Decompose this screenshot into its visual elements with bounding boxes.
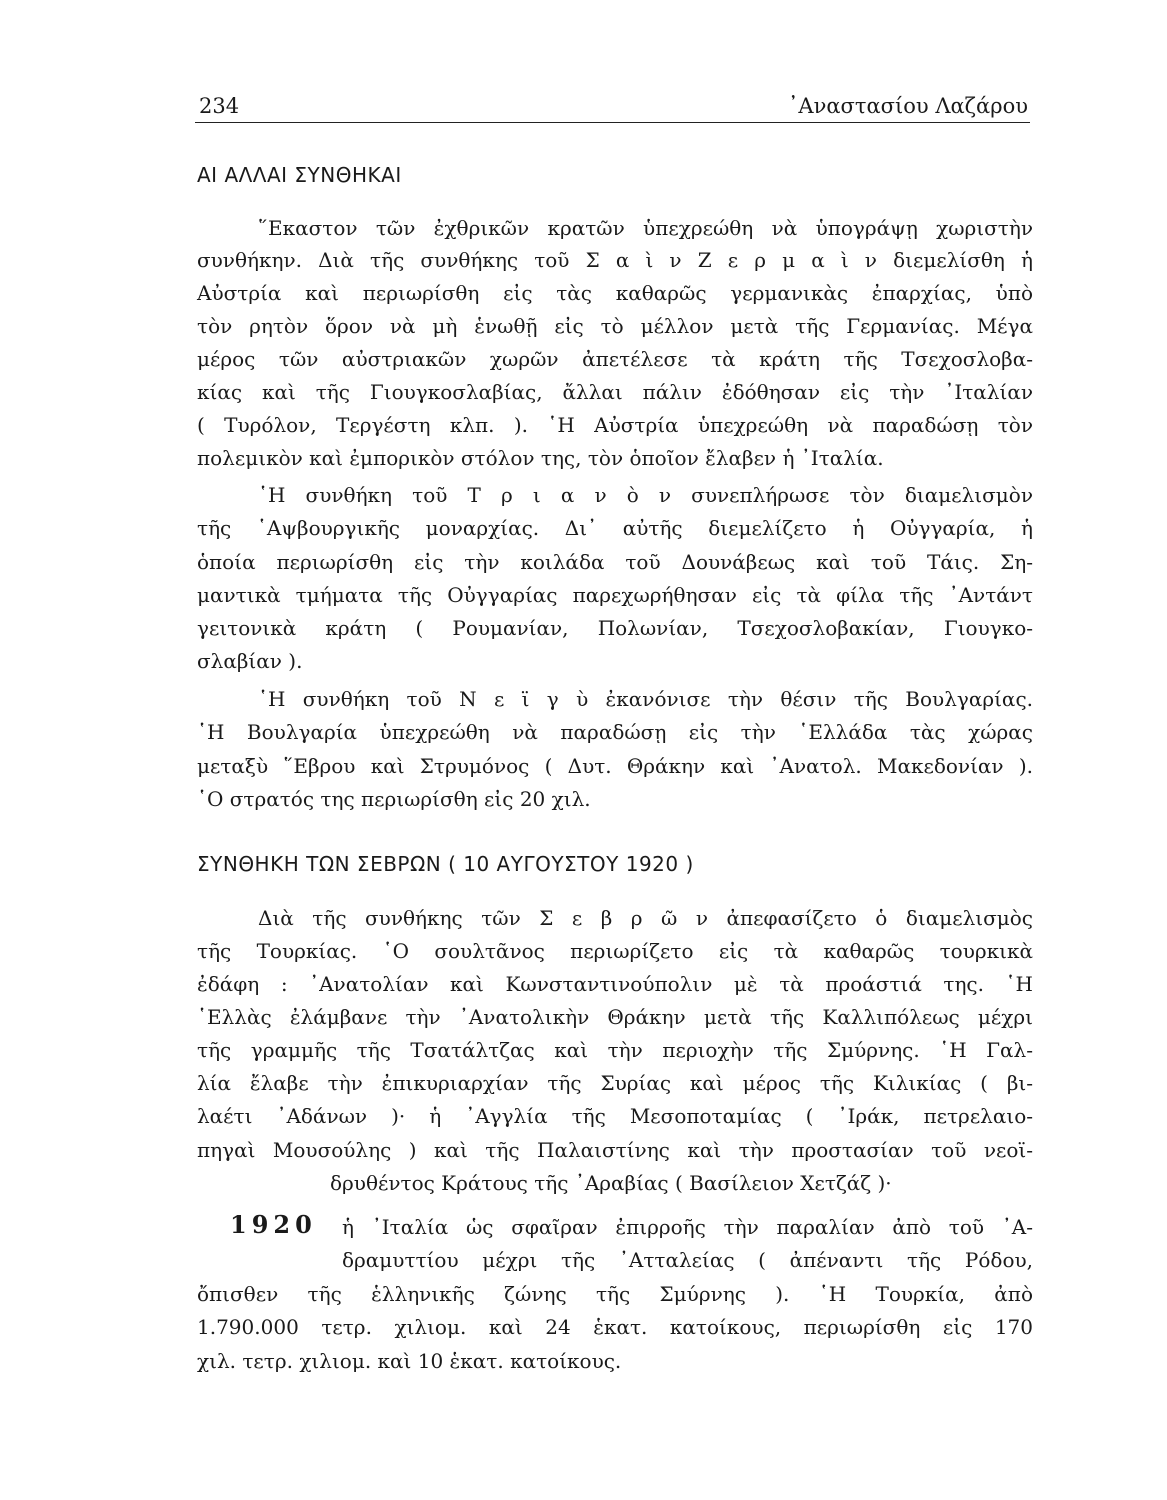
section-heading-sevres: ΣΥΝΘΗΚΗ ΤΩΝ ΣΕΒΡΩΝ ( 10 ΑΥΓΟΥΣΤΟΥ 1920 ) [197,852,694,876]
text-line: ( Τυρόλον, Τεργέστη κλπ. ). ῾Η Αὐστρία ὑπεχρεώθη νὰ παραδώσῃ τὸν [197,413,1033,437]
text-line: συνθήκην. Διὰ τῆς συνθήκης τοῦ Σ α ὶ ν Ζ ε ρ μ α ὶ ν διεμελίσθη ἡ [197,248,1033,272]
text-line: τὸν ρητὸν ὅρον νὰ μὴ ἑνωθῇ εἰς τὸ μέλλον μετὰ τῆς Γερμανίας. Μέγα [197,314,1033,338]
text-line: Αὐστρία καὶ περιωρίσθη εἰς τὰς καθαρῶς γερμανικὰς ἐπαρχίας, ὑπὸ [197,281,1033,305]
text-line: πολεμικὸν καὶ ἐμπορικὸν στόλον της, τὸν ὁποῖον ἔλαβεν ἡ ᾿Ιταλία. [197,446,884,470]
section-heading-other-treaties: ΑΙ ΑΛΛΑΙ ΣΥΝΘΗΚΑΙ [197,163,402,187]
text-line: ῾Ελλὰς ἐλάμβανε τὴν ᾿Ανατολικὴν Θράκην μετὰ τῆς Καλλιπόλεως μέχρι [197,1005,1033,1029]
text-line: ῾Ο στρατός της περιωρίσθη εἰς 20 χιλ. [197,787,591,811]
text-line: μεταξὺ ῞Εβρου καὶ Στρυμόνος ( Δυτ. Θράκην καὶ ᾿Ανατολ. Μακεδονίαν ). [197,754,1033,778]
text-line: ῾Η συνθήκη τοῦ Τ ρ ι α ν ὸ ν συνεπλήρωσε τὸν διαμελισμὸν [258,483,1033,507]
text-line: μαντικὰ τμήματα τῆς Οὐγγαρίας παρεχωρήθησαν εἰς τὰ φίλα τῆς ᾿Αντάντ [197,583,1033,607]
page-header [195,86,1030,123]
text-line: χιλ. τετρ. χιλιομ. καὶ 10 ἑκατ. κατοίκους. [197,1349,622,1373]
page-number: 234 [199,94,240,118]
text-line: σλαβίαν ). [197,649,303,673]
text-line: ῾Η Βουλγαρία ὑπεχρεώθη νὰ παραδώσῃ εἰς τὴν ῾Ελλάδα τὰς χώρας [197,720,1033,744]
text-line: ὁποία περιωρίσθη εἰς τὴν κοιλάδα τοῦ Δουνάβεως καὶ τοῦ Τάις. Ση- [197,550,1033,574]
text-line: πηγαὶ Μουσούλης ) καὶ τῆς Παλαιστίνης καὶ τὴν προστασίαν τοῦ νεοϊ- [197,1138,1033,1162]
text-line: ἡ ᾿Ιταλία ὡς σφαῖραν ἐπιρροῆς τὴν παραλίαν ἀπὸ τοῦ ᾿Α- [342,1215,1033,1239]
text-line: Διὰ τῆς συνθήκης τῶν Σ ε β ρ ῶ ν ἀπεφασίζετο ὁ διαμελισμὸς [258,906,1033,930]
text-line: δραμυττίου μέχρι τῆς ᾿Ατταλείας ( ἀπέναντι τῆς Ρόδου, [342,1248,1033,1272]
text-line: ῞Εκαστον τῶν ἐχθρικῶν κρατῶν ὑπεχρεώθη νὰ ὑπογράψῃ χωριστὴν [258,216,1033,240]
text-line: ὄπισθεν τῆς ἑλληνικῆς ζώνης τῆς Σμύρνης ). ῾Η Τουρκία, ἀπὸ [197,1282,1033,1306]
text-line: μέρος τῶν αὐστριακῶν χωρῶν ἀπετέλεσε τὰ κράτη τῆς Τσεχοσλοβα- [197,347,1033,371]
text-line: τῆς γραμμῆς τῆς Τσατάλτζας καὶ τὴν περιοχὴν τῆς Σμύρνης. ῾Η Γαλ- [197,1038,1033,1062]
text-line: λαέτι ᾿Αδάνων )· ἡ ᾿Αγγλία τῆς Μεσοποταμίας ( ᾿Ιράκ, πετρελαιο- [197,1104,1033,1128]
text-line: τῆς ῾Αψβουργικῆς μοναρχίας. Δι᾿ αὐτῆς διεμελίζετο ἡ Οὐγγαρία, ἡ [197,516,1033,540]
text-line: κίας καὶ τῆς Γιουγκοσλαβίας, ἄλλαι πάλιν ἐδόθησαν εἰς τὴν ᾿Ιταλίαν [197,380,1033,404]
text-line: δρυθέντος Κράτους τῆς ᾿Αραβίας ( Βασίλειον Χετζάζ )· [330,1171,892,1195]
text-line: λία ἔλαβε τὴν ἐπικυριαρχίαν τῆς Συρίας καὶ μέρος τῆς Κιλικίας ( βι- [197,1071,1033,1095]
margin-year-label: 1920 [230,1210,317,1239]
text-line: ῾Η συνθήκη τοῦ Ν ε ϊ γ ὺ ἐκανόνισε τὴν θέσιν τῆς Βουλγαρίας. [258,687,1033,711]
text-line: γειτονικὰ κράτη ( Ρουμανίαν, Πολωνίαν, Τσεχοσλοβακίαν, Γιουγκο- [197,616,1033,640]
text-line: τῆς Τουρκίας. ῾Ο σουλτᾶνος περιωρίζετο εἰς τὰ καθαρῶς τουρκικὰ [197,939,1033,963]
running-title: ᾿Αναστασίου Λαζάρου [787,94,1028,118]
text-line: ἐδάφη : ᾿Ανατολίαν καὶ Κωνσταντινούπολιν μὲ τὰ προάστιά της. ῾Η [197,972,1033,996]
text-line: 1.790.000 τετρ. χιλιομ. καὶ 24 ἑκατ. κατοίκους, περιωρίσθη εἰς 170 [197,1315,1033,1339]
